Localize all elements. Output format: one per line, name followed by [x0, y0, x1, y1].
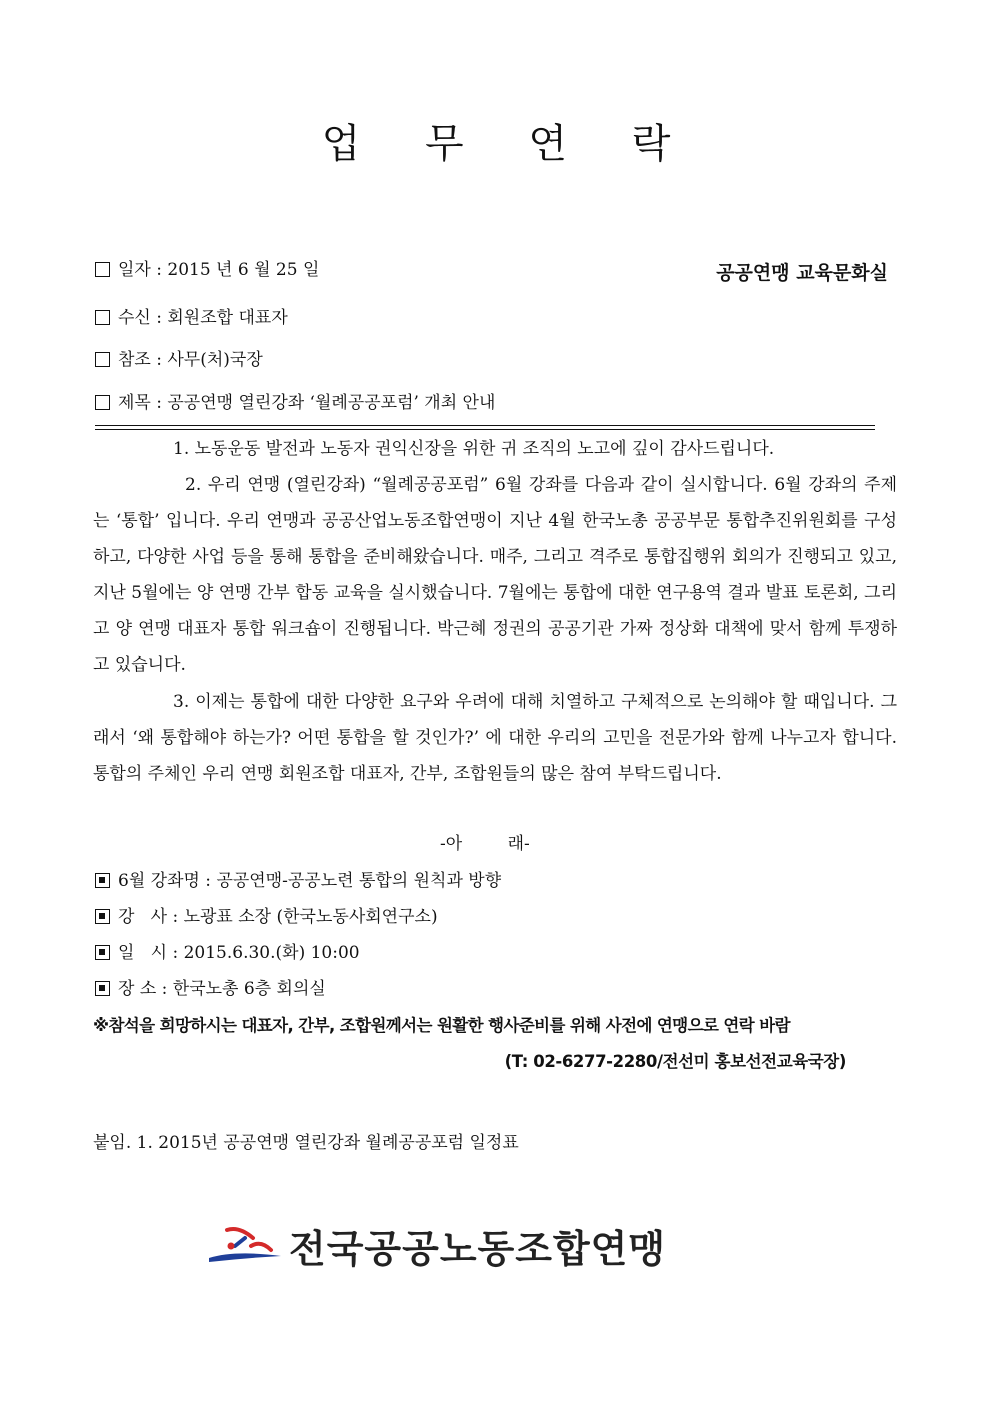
attendance-notice: ※참석을 희망하시는 대표자, 간부, 조합원께서는 원활한 행사준비를 위해 사전에 연맹으로 연락 바람 — [93, 1016, 790, 1035]
subject-text: 제목 : 공공연맹 열린강좌 ‘월례공공포럼’ 개최 안내 — [118, 393, 496, 413]
header-subject — [95, 391, 495, 415]
divider-line — [95, 429, 875, 430]
reference-text: 참조 : 사무(처)국장 — [118, 350, 263, 370]
date-text: 일자 : 2015 년 6 월 25 일 — [118, 260, 320, 280]
paragraph-2: 2. 우리 연맹 (열린강좌) “월례공공포럼” 6월 강좌를 다음과 같이 실시합니다. 6월 강좌의 주제는 ‘통합’ 입니다. 우리 연맹과 공공산업노동조합연맹이 지난 4월 한국노총 공공부문 통합추진위원회를 구성하고, 다양한 사업 등을 통해 통합을 준비해왔습니다. 매주, 그리고 격주로 통합집행위 회의가 진행되고 있고, 지난 5월에는 양 연맹 간부 합동 교육을 실시했습니다. 7월에는 통합에 대한 연구용역 결과 발표 토론회, 그리고 양 연맹 대표자 통합 워크숍이 진행됩니다. 박근혜 정권의 공공기관 가짜 정상화 대책에 맞서 함께 투쟁하고 있습니다. — [93, 475, 897, 675]
attachment-note: 붙임. 1. 2015년 공공연맹 열린강좌 월례공공포럼 일정표 — [93, 1133, 519, 1153]
department-name: 공공연맹 교육문화실 — [716, 262, 888, 284]
lecture-text: 6월 강좌명 : 공공연맹-공공노련 통합의 원칙과 방향 — [118, 871, 502, 891]
speaker-text: 강 사 : 노광표 소장 (한국노동사회연구소) — [118, 907, 438, 927]
recipient-text: 수신 : 회원조합 대표자 — [118, 308, 288, 328]
logo-emblem-icon — [205, 1216, 285, 1276]
venue-text: 장 소 : 한국노총 6층 회의실 — [118, 979, 326, 999]
checkbox-icon — [95, 310, 110, 325]
datetime-text: 일 시 : 2015.6.30.(화) 10:00 — [118, 943, 360, 963]
header-recipient — [95, 306, 288, 330]
logo-wordmark: 전국공공노동조합연맹 — [289, 1227, 667, 1271]
paragraph-3: 3. 이제는 통합에 대한 다양한 요구와 우려에 대해 치열하고 구체적으로 논의해야 할 때입니다. 그래서 ‘왜 통합해야 하는가? 어떤 통합을 할 것인가?’ 에 대한 우리의 고민을 전문가와 함께 나누고자 합니다. 통합의 주체인 우리 연맹 회원조합 대표자, 간부, 조합원들의 많은 참여 부탁드립니다. — [93, 692, 897, 784]
checkbox-icon — [95, 352, 110, 367]
section-heading: -아 래- — [440, 834, 530, 854]
detail-datetime — [95, 940, 360, 966]
header-reference — [95, 348, 263, 372]
filled-square-icon — [95, 981, 110, 996]
detail-venue — [95, 976, 326, 1002]
paragraph-1: 1. 노동운동 발전과 노동자 권익신장을 위한 귀 조직의 노고에 깊이 감사드립니다. — [173, 439, 775, 459]
detail-speaker — [95, 904, 438, 930]
header-date — [95, 258, 319, 282]
detail-lecture — [95, 868, 501, 894]
checkbox-icon — [95, 262, 110, 277]
filled-square-icon — [95, 945, 110, 960]
divider-line — [95, 425, 875, 426]
contact-info: (T: 02-6277-2280/전선미 홍보선전교육국장) — [504, 1052, 846, 1071]
document-title: 업 무 연 락 — [321, 121, 697, 167]
filled-square-icon — [95, 873, 110, 888]
checkbox-icon — [95, 395, 110, 410]
filled-square-icon — [95, 909, 110, 924]
union-logo — [205, 1216, 765, 1276]
